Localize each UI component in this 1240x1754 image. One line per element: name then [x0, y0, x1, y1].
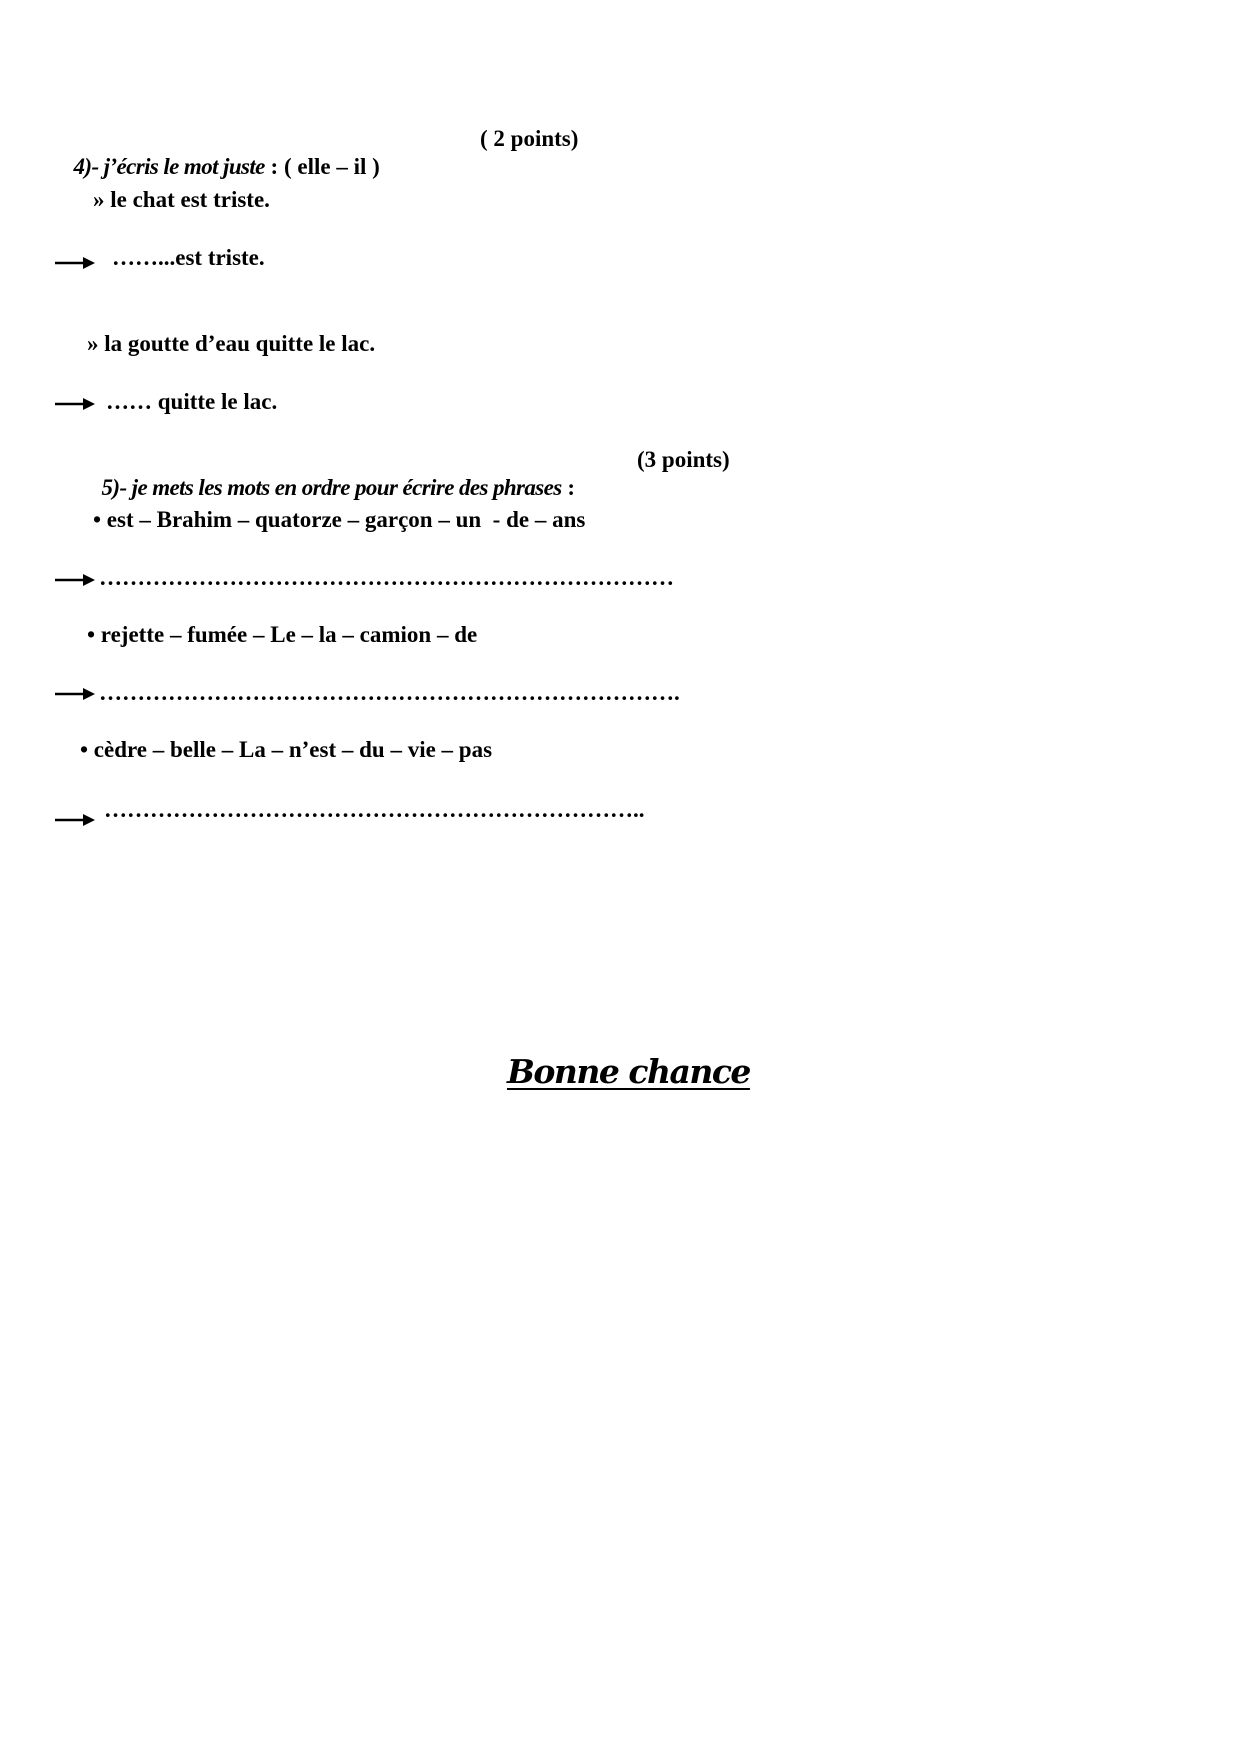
right-arrow-icon: [55, 255, 95, 271]
exercise4-item1-sentence: » le chat est triste.: [93, 187, 270, 212]
exercise5-title: [90, 446, 575, 502]
right-arrow-icon: [55, 812, 95, 828]
exercise4-item1-answer: ……...est triste.: [112, 245, 265, 270]
exercise4-item2-answer: …… quitte le lac.: [106, 389, 278, 414]
exercise4-title: [62, 125, 380, 181]
exercise5-separator: :: [561, 475, 576, 500]
exercise5-item2-words: • rejette – fumée – Le – la – camion – de: [87, 622, 478, 647]
right-arrow-icon: [55, 686, 95, 702]
exercise4-heading: 4)- j’écris le mot juste: [73, 154, 265, 179]
exercise5-item1-words: • est – Brahim – quatorze – garçon – un - de – ans: [93, 507, 586, 532]
exercise4-options: : ( elle – il ): [264, 154, 380, 179]
closing-text: Bonne chance: [507, 1052, 750, 1091]
exercise4-item2-sentence: » la goutte d’eau quitte le lac.: [87, 331, 376, 356]
exercise5-heading: 5)- je mets les mots en ordre pour écrire des phrases: [101, 475, 562, 500]
exercise5-points: (3 points): [637, 447, 730, 472]
exercise5-item3-answer: ……………………………………………………………..: [104, 797, 645, 822]
exercise5-item3-words: • cèdre – belle – La – n’est – du – vie – pas: [80, 737, 493, 762]
exercise4-points: ( 2 points): [480, 126, 579, 151]
exercise5-item2-answer: ………………………………………………………………….: [99, 680, 680, 705]
right-arrow-icon: [55, 572, 95, 588]
right-arrow-icon: [55, 396, 95, 412]
exercise5-item1-answer: …………………………………………………………………: [99, 565, 674, 590]
